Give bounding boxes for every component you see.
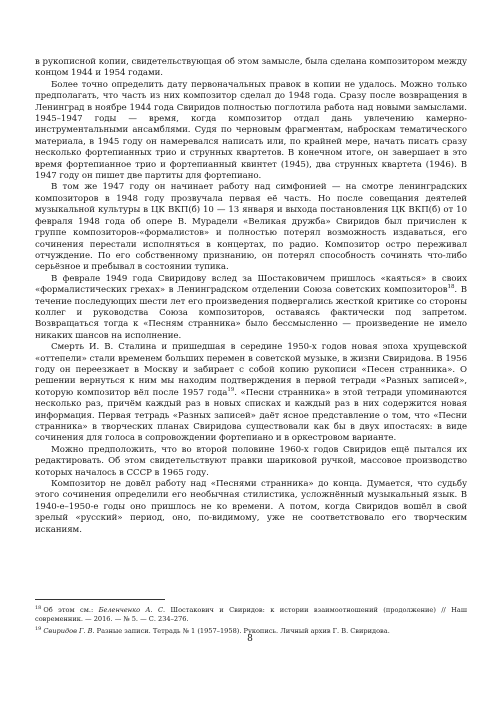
paragraph-3: В том же 1947 году он начинает работу над симфонией — на смотре ленинградских композиторов в 1948 году прозвучала первая её часть. Но после совещания деятелей музыкальной культуры в ЦК ВКП(б) 10 — 13 января и выхода постановления ЦК ВКП(б) от 10 февраля 1948 года об опере В. Мурадели «Великая дружба» Свиридов был причислен к группе композиторов-«формалистов» и полностью потерял возможность издаваться, его сочинения перестали исполняться в концертах, по радио. Композитор остро переживал отчуждение. По его собственному признанию, он потерял способность сочинять что-либо серьёзное и пребывал в состоянии тупика.: [35, 182, 467, 273]
paragraph-2: Более точно определить дату первоначальных правок в копии не удалось. Можно только предполагать, что часть из них композитор сделал до 1948 года. Сразу после возвращения в Ленинград в ноябре 1944 года Свиридов полностью поглотила работа над новыми замыслами. 1945–1947 годы — время, когда композитор отдал дань увлечению камерно-инструментальными ансамблями. Судя по черновым фрагментам, наброскам тематического материала, в 1945 году он намеревался написать или, по крайней мере, начать писать сразу несколько фортепианных трио и струнных квартетов. В конечном итоге, он завершает в это время фортепианное трио и фортепианный квинтет (1945), два струнных квартета (1946). В 1947 году он пишет две партиты для фортепиано.: [35, 79, 467, 182]
main-text: [35, 57, 467, 536]
footnote-ref-19[interactable]: 19: [227, 386, 235, 393]
page-number: 8: [247, 634, 253, 644]
footnote-18: $^{18}$ Об этом см.: Беленченко А. С. Шостакович и Свиридов: к истории взаимоотношений (продолжение) // Наш современник. — 2016. — № 5. — С. 234–276.: [35, 604, 467, 623]
footnote-divider: [35, 599, 165, 600]
paragraph-6: Можно предположить, что во второй половине 1960-х годов Свиридов ещё пытался их редактировать. Об этом свидетельствуют правки шариковой ручкой, массовое производство которых началось в СССР в 1965 году.: [35, 444, 467, 478]
paragraph-4: В феврале 1949 года Свиридову вслед за Шостаковичем пришлось «каяться» в своих «формалистических грехах» в Ленинградском отделении Союза советских композиторов$^{18}$. В течение последующих шести лет его произведения подвергались жесткой критике со стороны коллег и руководства Союза композиторов, оставаясь фактически под запретом. Возвращаться тогда к «Песням странника» было бессмысленно — произведение не имело никаких шансов на исполнение.: [35, 273, 467, 341]
footnote-ref-18[interactable]: 18: [447, 284, 455, 291]
paragraph-1: в рукописной копии, свидетельствующая об этом замысле, была сделана композитором между концом 1944 и 1954 годами.: [35, 57, 467, 79]
footnote-19: $^{19}$ Свиридов Г. В. Разные записи. Тетрадь № 1 (1957–1958). Рукопись. Личный архив Г. В. Свиридова.: [35, 625, 390, 635]
paragraph-7: Композитор не довёл работу над «Песнями странника» до конца. Думается, что судьбу этого сочинения определили его необычная стилистика, усложнённый музыкальный язык. В 1940-е–1950-е годы оно пришлось не ко времени. А потом, когда Свиридов вошёл в свой зрелый «русский» период, оно, по-видимому, уже не соответствовало его творческим исканиям.: [35, 479, 467, 535]
footnotes: [35, 599, 467, 639]
paragraph-5: Смерть И. В. Сталина и пришедшая в середине 1950-х годов новая эпоха хрущевской «оттепели» стали временем больших перемен в советской музыке, в жизни Свиридова. В 1956 году он переезжает в Москву и забирает с собой копию рукописи «Песен странника». О решении вернуться к ним мы находим подтверждения в первой тетради «Разных записей», которую композитор вёл после 1957 года$^{19}$. «Песни странника» в этой тетради упоминаются несколько раз, причём каждый раз в новых списках и каждый раз в них содержится новая информация. Первая тетрадь «Разных записей» даёт ясное представление о том, что «Песни странника» в творческих планах Свиридова существовали как бы в двух ипостасях: в виде сочинения для голоса в сопровождении фортепиано и в оркестровом варианте.: [35, 342, 467, 444]
